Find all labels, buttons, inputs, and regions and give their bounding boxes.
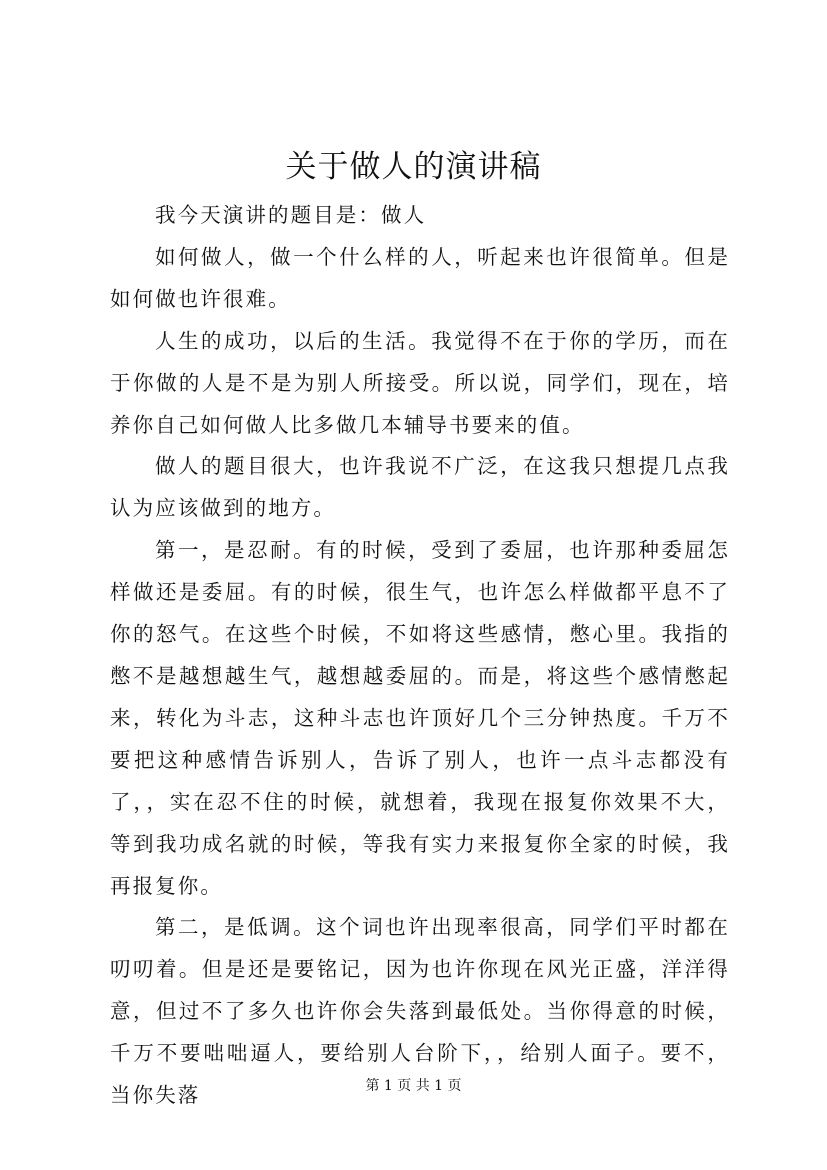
paragraph: 做人的题目很大，也许我说不广泛，在这我只想提几点我认为应该做到的地方。 xyxy=(110,454,730,521)
document-title: 关于做人的演讲稿 xyxy=(285,149,542,185)
paragraph: 第二，是低调。这个词也许出现率很高，同学们平时都在叨叨着。但是还是要铭记，因为也许你现在风光正盛，洋洋得意，但过不了多久也许你会失落到最低处。当你得意的时候，千万不要咄咄逼人，要给别人台阶下，，给别人面子。要不，当你失落 xyxy=(110,915,730,1108)
document-body xyxy=(110,195,730,1117)
paragraph: 如何做人，做一个什么样的人，听起来也许很简单。但是如何做也许很难。 xyxy=(110,244,730,311)
paragraph: 人生的成功，以后的生活。我觉得不在于你的学历，而在于你做的人是不是为别人所接受。所以说，同学们，现在，培养你自己如何做人比多做几本辅导书要来的值。 xyxy=(110,328,730,437)
paragraph: 我今天演讲的题目是：做人 xyxy=(155,203,427,227)
paragraph: 第一，是忍耐。有的时候，受到了委屈，也许那种委屈怎样做还是委屈。有的时候，很生气，也许怎么样做都平息不了你的怒气。在这些个时候，不如将这些感情，憋心里。我指的憋不是越想越生气，越想越委屈的。而是，将这些个感情憋起来，转化为斗志，这种斗志也许顶好几个三分钟热度。千万不要把这种感情告诉别人，告诉了别人，也许一点斗志都没有了，，实在忍不住的时候，就想着，我现在报复你效果不大，等到我功成名就的时候，等我有实力来报复你全家的时候，我再报复你。 xyxy=(110,538,730,898)
page-number-footer: 第 1 页 共 1 页 xyxy=(365,1078,462,1094)
